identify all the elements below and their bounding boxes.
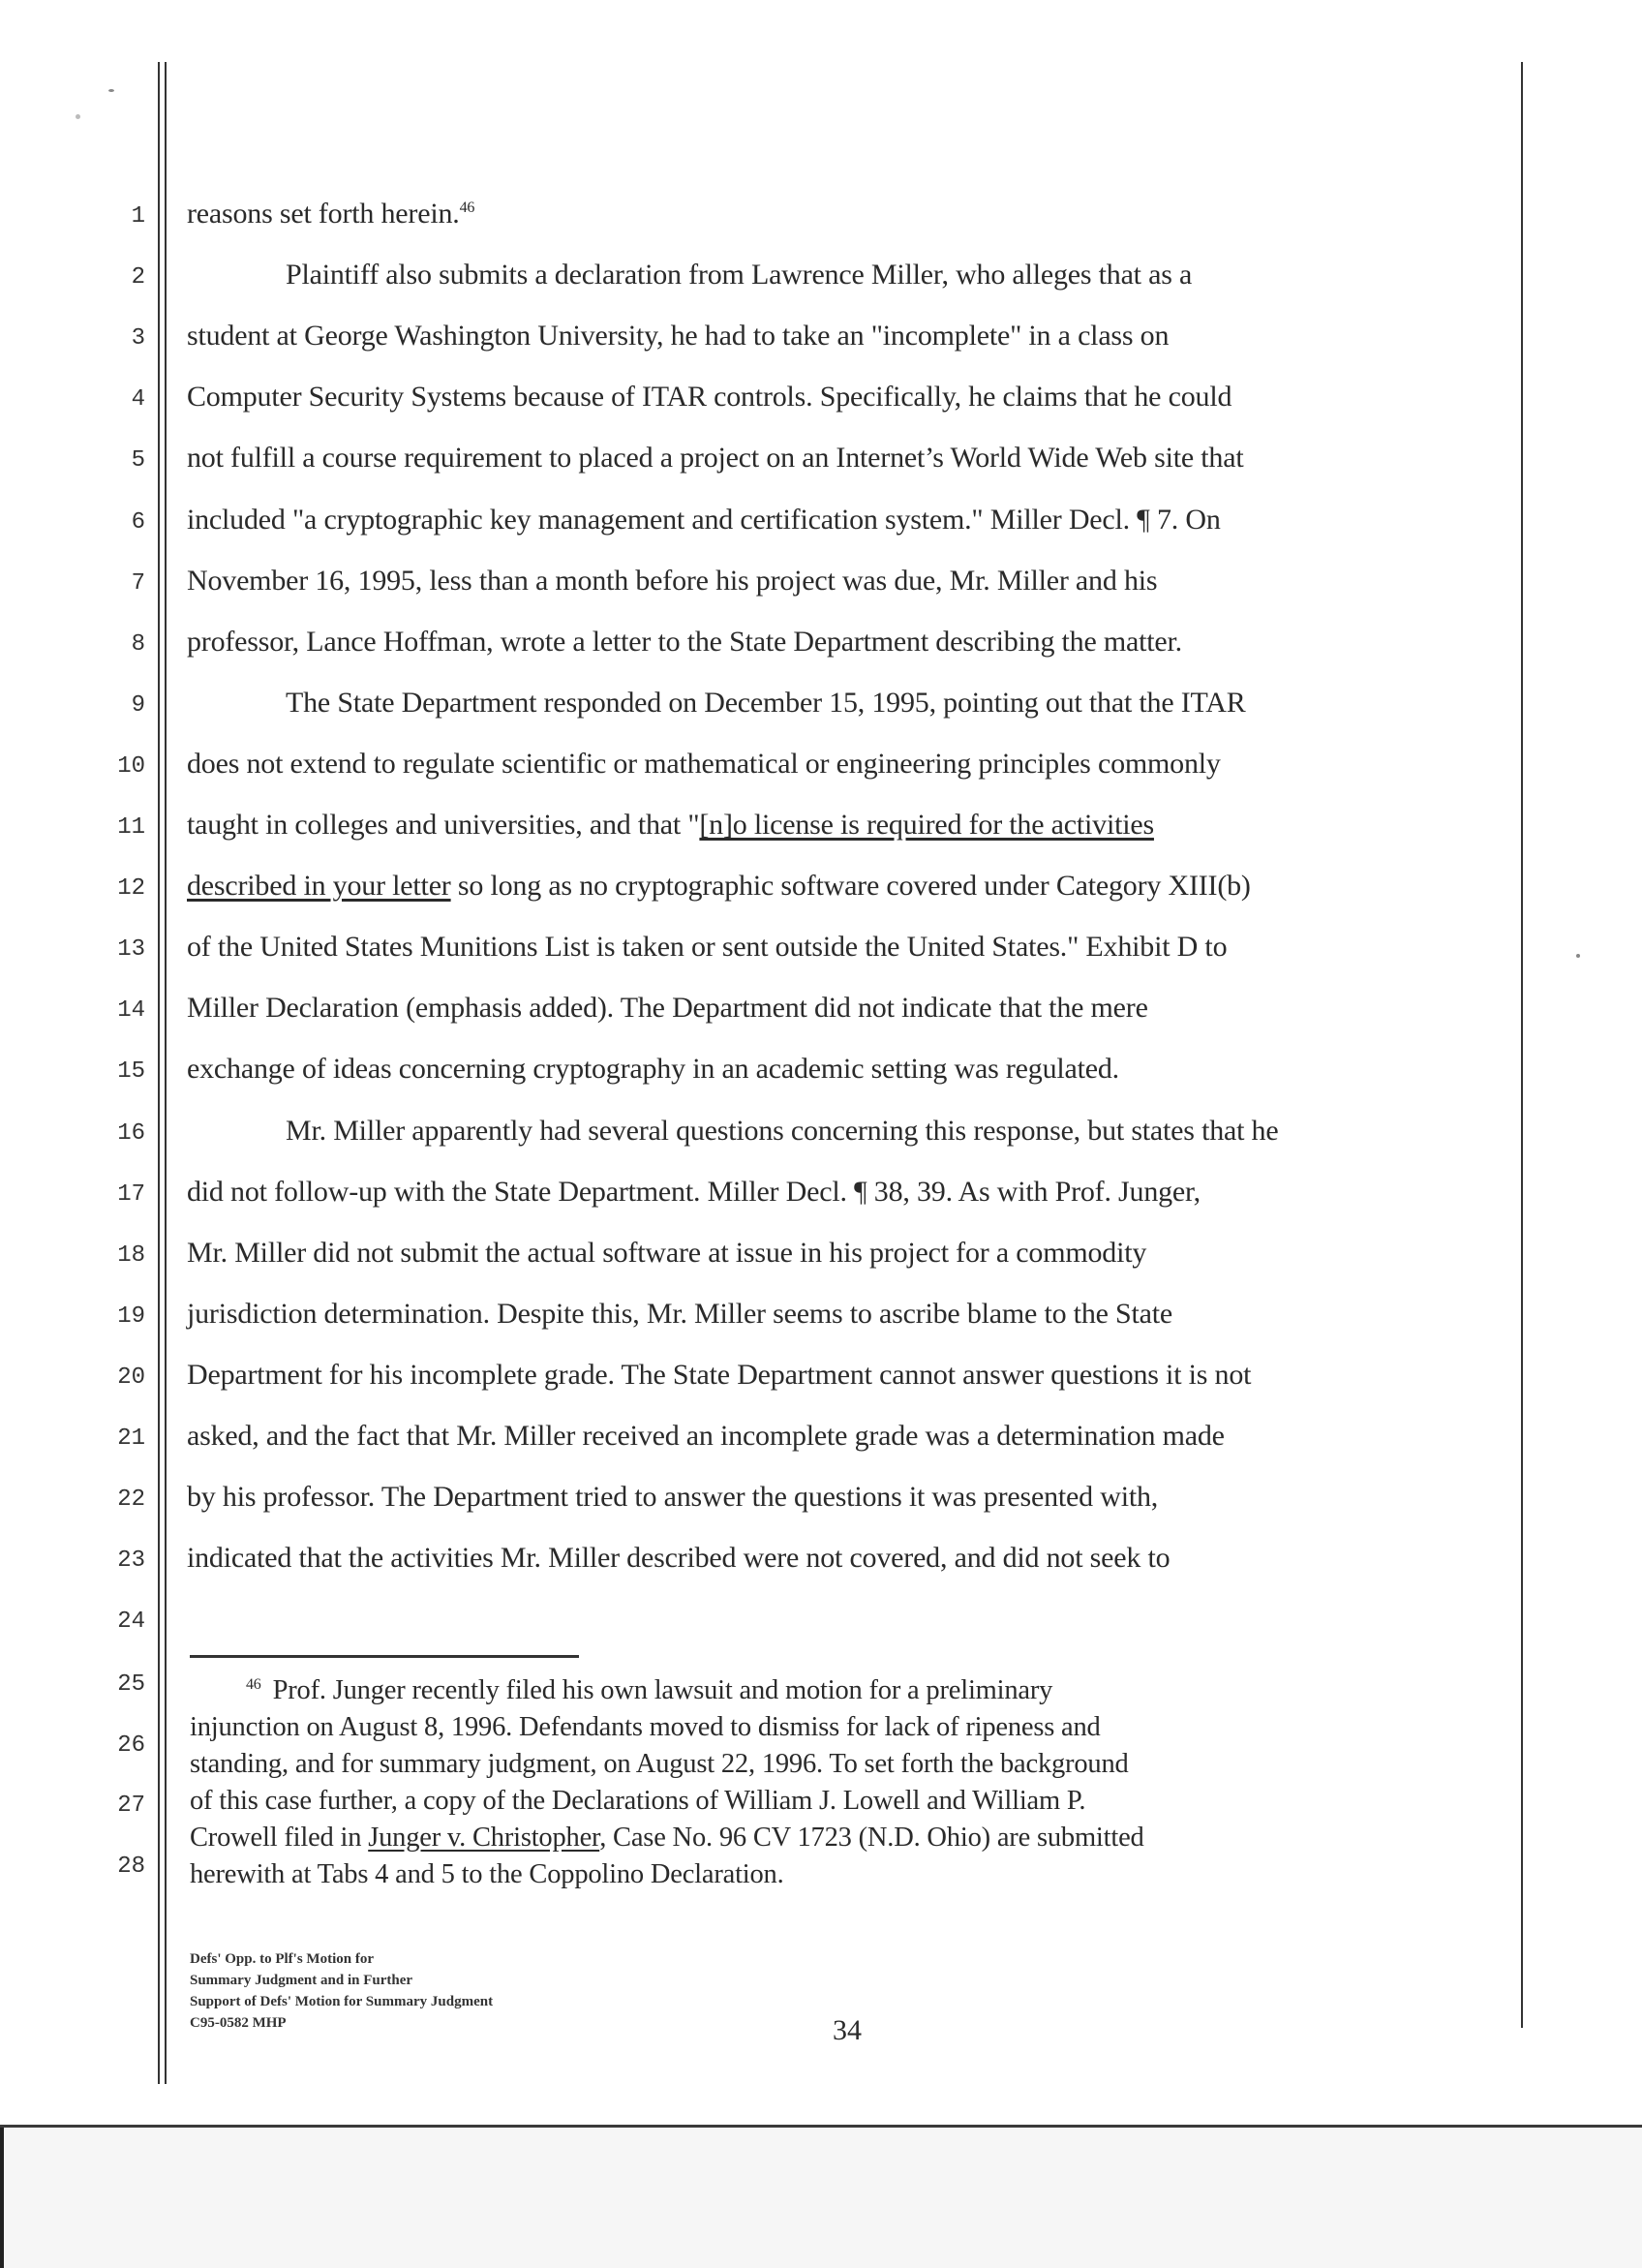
line-number: 11 <box>117 814 145 841</box>
page-number: 34 <box>833 2014 862 2046</box>
text-segment: exchange of ideas concerning cryptography in an academic setting was regulated. <box>187 1053 1119 1086</box>
line-number: 20 <box>117 1364 145 1391</box>
text-segment: standing, and for summary judgment, on August 22, 1996. To set forth the background <box>190 1749 1129 1779</box>
footnote-line <box>190 1786 1085 1817</box>
body-line <box>187 809 1154 842</box>
line-number: 8 <box>131 630 145 658</box>
text-segment: Miller Declaration (emphasis added). The Department did not indicate that the mere <box>187 992 1148 1025</box>
line-number: 6 <box>131 508 145 536</box>
left-margin-rule-inner <box>165 62 167 2084</box>
line-number: 21 <box>117 1425 145 1452</box>
text-segment: Mr. Miller did not submit the actual software at issue in his project for a commodity <box>187 1236 1147 1269</box>
footnote-line <box>190 1859 784 1890</box>
text-segment: The State Department responded on December 15, 1995, pointing out that the ITAR <box>286 686 1246 719</box>
line-number: 14 <box>117 997 145 1025</box>
text-segment: herewith at Tabs 4 and 5 to the Coppolino Declaration. <box>190 1859 784 1889</box>
line-number: 1 <box>131 203 145 230</box>
right-margin-rule <box>1521 62 1523 2028</box>
footnote-line <box>190 1823 1144 1854</box>
text-segment: of this case further, a copy of the Declarations of William J. Lowell and William P. <box>190 1786 1086 1816</box>
scan-speck <box>76 114 80 119</box>
text-segment: Crowell filed in <box>190 1823 369 1853</box>
scan-speck <box>1576 954 1580 958</box>
footnote-line <box>190 1712 1101 1743</box>
text-segment: so long as no cryptographic software covered under Category XIII(b) <box>450 870 1251 903</box>
footer-caption-line: Defs' Opp. to Plf's Motion for <box>190 1951 374 1967</box>
body-line <box>187 687 1246 720</box>
line-number: 10 <box>117 752 145 780</box>
line-number: 18 <box>117 1241 145 1269</box>
line-number: 26 <box>117 1732 145 1759</box>
body-line <box>187 1359 1251 1392</box>
line-number: 17 <box>117 1180 145 1208</box>
scan-bottom-margin <box>0 2125 1642 2268</box>
emphasized-text: [n]o license is required for the activities <box>699 809 1154 841</box>
line-number: 15 <box>117 1058 145 1086</box>
body-line <box>187 626 1182 659</box>
body-line <box>187 1053 1119 1086</box>
body-line <box>187 1176 1201 1209</box>
footnote-line <box>246 1675 1052 1706</box>
text-segment: , Case No. 96 CV 1723 (N.D. Ohio) are submitted <box>599 1823 1144 1853</box>
footnote-line <box>190 1749 1129 1780</box>
text-segment: by his professor. The Department tried to answer the questions it was presented with, <box>187 1481 1159 1514</box>
body-line <box>187 1481 1158 1514</box>
body-line <box>187 565 1157 598</box>
line-number: 5 <box>131 447 145 475</box>
body-line <box>187 748 1221 781</box>
line-number: 19 <box>117 1303 145 1330</box>
text-segment: did not follow-up with the State Department. Miller Decl. ¶ 38, 39. As with Prof. Junger, <box>187 1175 1201 1208</box>
line-number: 3 <box>131 325 145 352</box>
left-margin-rule-outer <box>158 62 160 2084</box>
line-number: 24 <box>117 1609 145 1636</box>
line-number: 2 <box>131 264 145 291</box>
text-segment: professor, Lance Hoffman, wrote a letter to the State Department describing the matter. <box>187 625 1182 658</box>
body-line <box>187 442 1243 475</box>
text-segment: does not extend to regulate scientific or mathematical or engineering principles commonly <box>187 747 1221 780</box>
emphasized-text: Junger v. Christopher <box>368 1823 600 1853</box>
text-segment: Prof. Junger recently filed his own lawsuit and motion for a preliminary <box>272 1675 1053 1705</box>
body-line <box>187 198 474 230</box>
footnote-marker: 46 <box>246 1675 261 1693</box>
body-line <box>187 1542 1170 1575</box>
line-number: 16 <box>117 1119 145 1147</box>
line-number: 13 <box>117 936 145 964</box>
line-number: 9 <box>131 691 145 719</box>
line-number: 7 <box>131 569 145 597</box>
footer-caption-line: Summary Judgment and in Further <box>190 1973 413 1988</box>
emphasized-text: described in your letter <box>187 870 451 903</box>
line-number: 23 <box>117 1548 145 1575</box>
line-number: 4 <box>131 386 145 414</box>
line-number: 27 <box>117 1793 145 1819</box>
text-segment: Mr. Miller apparently had several questions concerning this response, but states that he <box>286 1114 1279 1147</box>
footer-caption-line: Support of Defs' Motion for Summary Judgment <box>190 1994 494 2009</box>
body-line <box>187 381 1232 414</box>
body-line <box>187 1298 1172 1331</box>
text-segment: student at George Washington University, he had to take an "incomplete" in a class on <box>187 320 1170 352</box>
text-segment: asked, and the fact that Mr. Miller received an incomplete grade was a determination made <box>187 1420 1225 1452</box>
body-line <box>187 1237 1146 1270</box>
text-segment: included "a cryptographic key management and certification system." Miller Decl. ¶ 7. On <box>187 503 1221 536</box>
body-line <box>187 320 1169 352</box>
line-number: 12 <box>117 875 145 903</box>
text-segment: taught in colleges and universities, and that " <box>187 809 700 841</box>
text-segment: November 16, 1995, less than a month before his project was due, Mr. Miller and his <box>187 564 1158 597</box>
text-segment: reasons set forth herein. <box>187 198 460 230</box>
line-number: 22 <box>117 1486 145 1514</box>
text-segment: injunction on August 8, 1996. Defendants moved to dismiss for lack of ripeness and <box>190 1712 1101 1742</box>
body-line <box>187 1115 1278 1148</box>
text-segment: Department for his incomplete grade. The State Department cannot answer questions it is not <box>187 1358 1252 1391</box>
body-line <box>187 504 1221 536</box>
footer-caption-line: C95-0582 MHP <box>190 2015 287 2031</box>
body-line <box>187 870 1251 903</box>
text-segment: of the United States Munitions List is taken or sent outside the United States." Exhibit D to <box>187 931 1228 964</box>
body-line <box>187 992 1148 1025</box>
text-segment: jurisdiction determination. Despite this, Mr. Miller seems to ascribe blame to the State <box>187 1297 1173 1330</box>
text-segment: indicated that the activities Mr. Miller described were not covered, and did not seek to <box>187 1542 1171 1575</box>
body-line <box>187 1420 1225 1453</box>
text-segment: Computer Security Systems because of ITAR controls. Specifically, he claims that he could <box>187 381 1232 414</box>
text-segment: not fulfill a course requirement to placed a project on an Internet’s World Wide Web site that <box>187 442 1244 475</box>
footnote-reference: 46 <box>459 199 475 216</box>
body-line <box>187 931 1227 964</box>
scan-edge <box>0 2128 4 2268</box>
line-number: 28 <box>117 1854 145 1880</box>
body-line <box>187 259 1192 291</box>
text-segment: Plaintiff also submits a declaration from Lawrence Miller, who alleges that as a <box>286 259 1193 291</box>
line-number: 25 <box>117 1671 145 1698</box>
scan-speck <box>108 89 114 92</box>
footnote-separator <box>190 1655 579 1658</box>
